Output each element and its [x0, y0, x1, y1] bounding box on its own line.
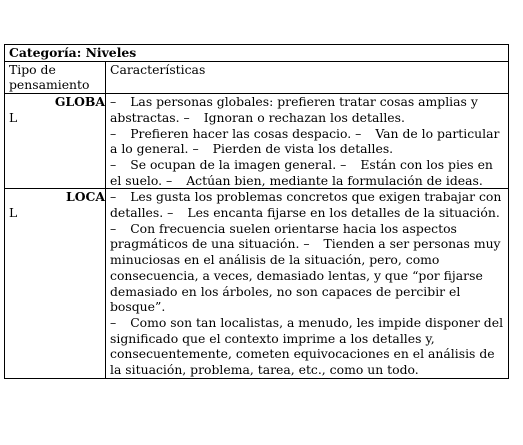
bullet-dash: –: [183, 109, 190, 125]
type-name-global-tail: L: [9, 109, 18, 125]
characteristics-local: [106, 189, 509, 378]
list-item: Van de lo particular a lo general.: [110, 125, 500, 157]
list-item: Se ocupan de la imagen general.: [130, 156, 337, 172]
header-caracteristicas: Características: [106, 61, 509, 93]
bullet-dash: –: [110, 156, 117, 172]
bullet-dash: –: [110, 220, 117, 236]
list-item: Actúan bien, mediante la formulación de ideas.: [186, 172, 483, 188]
bullet-dash: –: [303, 236, 310, 252]
list-item: Con frecuencia suelen orientarse hacia los aspectos pragmáticos de una situación.: [110, 220, 457, 252]
type-name-local-tail: L: [9, 205, 18, 221]
bullet-dash: –: [167, 205, 174, 221]
list-item: Como son tan localistas, a menudo, les impide disponer del significado que el contexto imprime a los detalles y, consecuentemente, cometen equivocaciones en el análisis de la situación, problema, tarea, etc., como un todo.: [110, 314, 504, 378]
bullet-dash: –: [340, 156, 347, 172]
list-item: Les encanta fijarse en los detalles de la situación.: [187, 205, 500, 221]
list-item: Tienden a ser personas muy minuciosas en el análisis de la situación, pero, como consecuencia, a veces, demasiado lentas, y que “por fijarse demasiado en los árboles, no son capaces de percibir el bosque”.: [110, 236, 501, 315]
list-item: Pierden de vista los detalles.: [212, 141, 394, 157]
characteristics-global: [106, 94, 509, 189]
type-cell-local: [5, 189, 106, 378]
type-cell-global: [5, 94, 106, 189]
table-caption: Categoría: Niveles: [5, 45, 509, 62]
table-row-global: [5, 94, 509, 189]
bullet-dash: –: [110, 125, 117, 141]
list-item: Están con los pies en el suelo.: [110, 156, 493, 188]
header-row: [5, 61, 509, 93]
bullet-dash: –: [110, 189, 117, 205]
caption-row: [5, 45, 509, 62]
list-item: Las personas globales: prefieren tratar cosas amplias y abstractas.: [110, 94, 478, 125]
bullet-dash: –: [192, 141, 199, 157]
bullet-dash: –: [355, 125, 362, 141]
bullet-dash: –: [110, 314, 117, 330]
bullet-dash: –: [166, 172, 173, 188]
bullet-dash: –: [110, 94, 117, 110]
list-item: Ignoran o rechazan los detalles.: [203, 109, 405, 125]
niveles-table: [4, 44, 509, 379]
type-name-local: LOCA: [66, 189, 105, 205]
type-name-global: GLOBA: [54, 94, 105, 110]
table-row-local: [5, 189, 509, 378]
header-tipo-de-pensamiento: Tipo de pensamiento: [5, 61, 106, 93]
list-item: Les gusta los problemas concretos que exigen trabajar con detalles.: [110, 189, 502, 221]
list-item: Prefieren hacer las cosas despacio.: [130, 125, 352, 141]
